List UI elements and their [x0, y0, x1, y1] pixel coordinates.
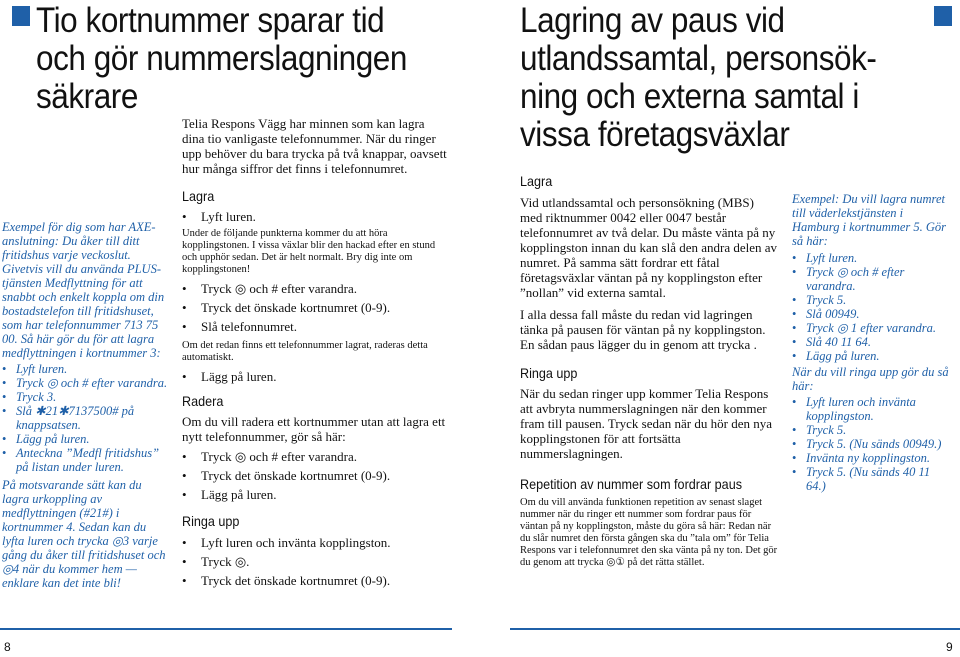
list-item: • Lägg på luren.	[792, 349, 952, 363]
example-sidebar-right	[792, 192, 952, 493]
list-item: • Slå 00949.	[792, 307, 952, 321]
list-item: • Lyft luren.	[182, 207, 447, 226]
section-heading: Radera	[182, 393, 224, 409]
list-item: • Slå ✱21✱7137500# på knappsatsen.	[2, 404, 168, 432]
sidebar-mid: När du vill ringa upp gör du så här:	[792, 365, 949, 393]
list-item: • Slå telefonnumret.	[182, 317, 447, 336]
intro-paragraph: Telia Respons Vägg har minnen som kan lagra dina tio vanligaste telefonnummer. När du ringer upp behöver du bara trycka på två knappar, oavsett hur många siffror det finns i telefonnumret.	[182, 116, 447, 176]
paragraph: Om du vill radera ett kortnummer utan att lagra ett nytt telefonnummer, gör så här:	[182, 414, 446, 444]
list-item: • Tryck det önskade kortnumret (0-9).	[182, 298, 447, 317]
list-item: • Tryck 5.	[792, 423, 952, 437]
paragraph: Vid utlandssamtal och personsökning (MBS) med riktnummer 0042 eller 0047 består telefonnumret av två delar. Du måste vänta på ny kopplingston innan du kan slå den andra delen av numret. På samma sätt fordrar ett fåtal företagsväxlar väntan på ny kopplingston efter ”nollan” vid externa samtal.	[520, 195, 778, 300]
list-item: • Tryck 5. (Nu sänds 40 11 64.)	[792, 465, 952, 493]
list-item: • Tryck det önskade kortnumret (0-9).	[182, 571, 447, 590]
main-column-left	[182, 116, 447, 590]
accent-square	[934, 6, 952, 26]
example-sidebar-left	[2, 220, 168, 590]
list-item: • Tryck ◎ och # efter varandra.	[792, 265, 952, 293]
title-line: vissa företagsväxlar	[520, 115, 790, 154]
sidebar-intro: Exempel för dig som har AXE-anslutning: Du åker till ditt fritidshus varje veckoslut. Givetvis vill du använda PLUS-tjänsten Medflyttning för att snabbt och enkelt koppla om din bostadstelefon till fritidshuset, som har telefonnummer 713 75 00. Så här gör du för att lagra medflyttningen i kortnummer 3:	[2, 220, 165, 360]
footer-rule	[0, 628, 452, 630]
note: Under de följande punkterna kommer du att höra kopplingstonen. I vissa växlar blir den hackad efter en stund och upphör sedan. Det är helt normalt. Bry dig inte om kopplingstonen!	[182, 228, 436, 275]
title-line: Lagring av paus vid	[520, 1, 785, 40]
section-heading: Ringa upp	[520, 365, 578, 381]
list-item: • Tryck ◎ och # efter varandra.	[182, 447, 447, 466]
list-item: • Tryck ◎ och # efter varandra.	[2, 376, 168, 390]
list-item: • Lägg på luren.	[182, 367, 447, 386]
title-line: utlandssamtal, personsök-	[520, 39, 877, 78]
title-line: ning och externa samtal i	[520, 77, 859, 116]
paragraph: I alla dessa fall måste du redan vid lagringen tänka på pausen för väntan på ny kopplingston. En sådan paus lägger du in genom att trycka .	[520, 307, 766, 352]
list-item: • Tryck ◎.	[182, 552, 447, 571]
note: Om det redan finns ett telefonnummer lagrat, raderas detta automatiskt.	[182, 340, 428, 363]
paragraph: Om du vill använda funktionen repetition av senast slaget nummer när du ringer ett nummer som fordrar paus för väntan på ny kopplingston, måste du göra så här: Redan när du slår numret den första gången ska du ”tala om” för Telia Respons var i telefonnumret den ska vänta på ny ton. Det gör du genom att trycka ◎① på det rätta stället.	[520, 497, 778, 568]
list-item: • Tryck 5.	[792, 293, 952, 307]
page-number: 9	[946, 640, 953, 654]
list-item: • Tryck det önskade kortnumret (0-9).	[182, 466, 447, 485]
section-heading: Lagra	[520, 173, 553, 189]
section-heading: Repetition av nummer som fordrar paus	[520, 476, 743, 492]
sidebar-outro: På motsvarande sätt kan du lagra urkoppling av medflyttningen (#21#) i kortnummer 4. Sedan kan du lyfta luren och trycka ◎3 varje gång du åker till fritidshuset och ◎4 när du kommer hem — enklare kan det inte bli!	[2, 478, 166, 590]
list-item: • Tryck 5. (Nu sänds 00949.)	[792, 437, 952, 451]
list-item: • Tryck 3.	[2, 390, 168, 404]
list-item: • Anteckna ”Medfl fritidshus” på listan under luren.	[2, 446, 168, 474]
list-item: • Slå 40 11 64.	[792, 335, 952, 349]
title-line: säkrare	[36, 77, 138, 116]
page-title-left	[36, 2, 407, 116]
list-item: • Lyft luren och invänta kopplingston.	[182, 533, 447, 552]
footer-rule	[510, 628, 960, 630]
list-item: • Lägg på luren.	[2, 432, 168, 446]
list-item: • Lägg på luren.	[182, 485, 447, 504]
list-item: • Tryck ◎ och # efter varandra.	[182, 279, 447, 298]
title-line: Tio kortnummer sparar tid	[36, 1, 385, 40]
accent-square	[12, 6, 30, 26]
title-line: och gör nummerslagningen	[36, 39, 407, 78]
list-item: • Invänta ny kopplingston.	[792, 451, 952, 465]
main-column-right	[520, 172, 778, 569]
list-item: • Lyft luren och invänta kopplingston.	[792, 395, 952, 423]
list-item: • Lyft luren.	[2, 362, 168, 376]
sidebar-intro: Exempel: Du vill lagra numret till väderlekstjänsten i Hamburg i kortnummer 5. Gör så här:	[792, 192, 947, 248]
page-title-right	[520, 2, 876, 154]
section-heading: Ringa upp	[182, 513, 240, 529]
page-number: 8	[4, 640, 11, 654]
paragraph: När du sedan ringer upp kommer Telia Respons att avbryta nummerslagningen när den kommer fram till pausen. Tryck sedan när du hör den nya kopplingstonen för att fortsätta nummerslagningen.	[520, 386, 773, 461]
section-heading: Lagra	[182, 188, 215, 204]
list-item: • Lyft luren.	[792, 251, 952, 265]
list-item: • Tryck ◎ 1 efter varandra.	[792, 321, 952, 335]
